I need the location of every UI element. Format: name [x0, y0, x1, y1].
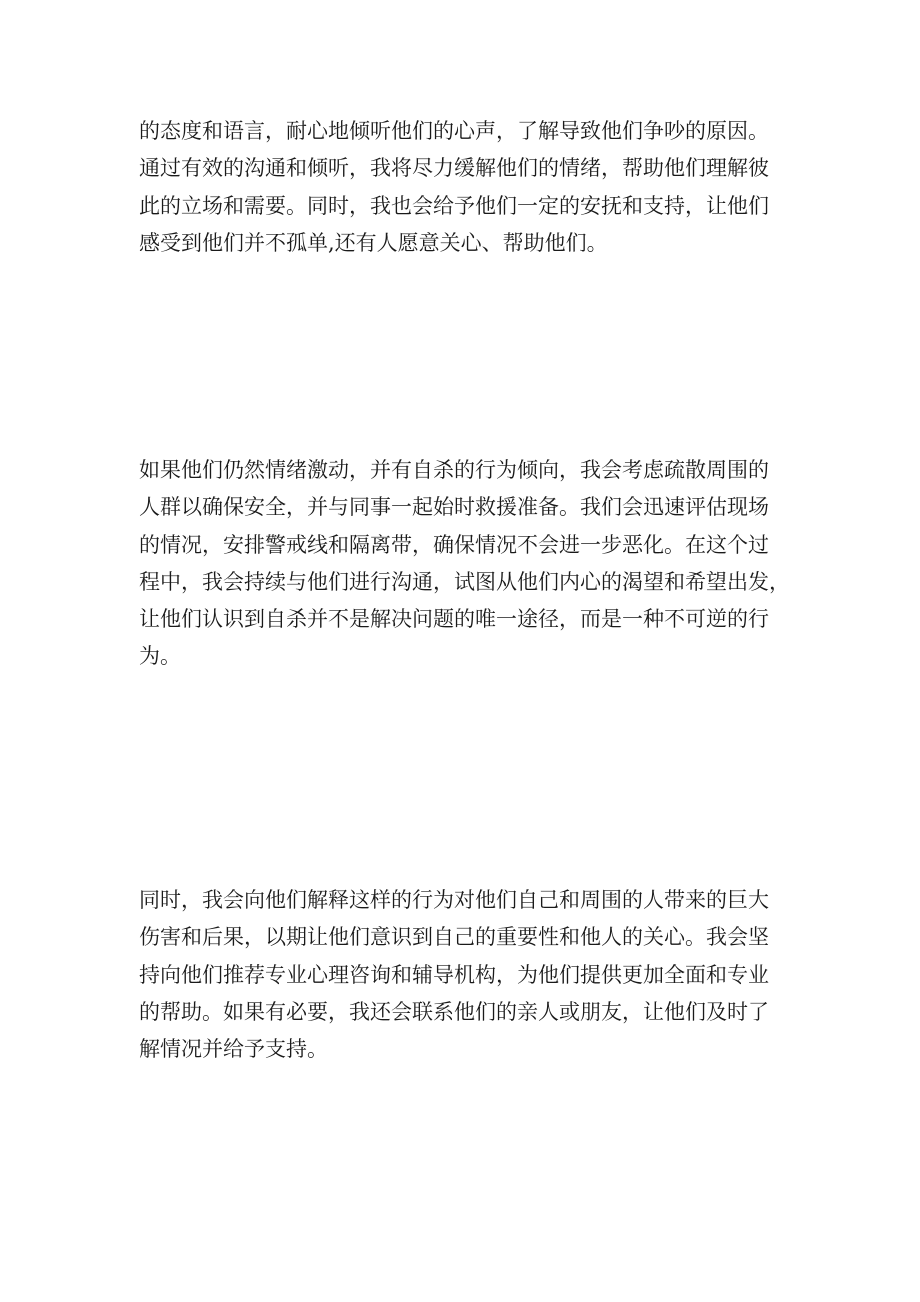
paragraph-line: 人群以确保安全，并与同事一起始时救援准备。我们会迅速评估现场 — [139, 495, 769, 520]
paragraph-line: 伤害和后果，以期让他们意识到自己的重要性和他人的关心。我会坚 — [139, 925, 769, 950]
paragraph-line: 让他们认识到自杀并不是解决问题的唯一途径，而是一种不可逆的行 — [139, 607, 769, 632]
paragraph-line: 持向他们推荐专业心理咨询和辅导机构，为他们提供更加全面和专业 — [139, 962, 769, 987]
paragraph-3 — [139, 882, 807, 1068]
paragraph-line: 的帮助。如果有必要，我还会联系他们的亲人或朋友，让他们及时了 — [139, 999, 769, 1024]
paragraph-line: 如果他们仍然情绪激动，并有自杀的行为倾向，我会考虑疏散周围的 — [139, 458, 769, 482]
paragraph-line: 同时，我会向他们解释这样的行为对他们自己和周围的人带来的巨大 — [139, 888, 769, 912]
paragraph-line: 感受到他们并不孤单,还有人愿意关心、帮助他们。 — [139, 230, 608, 255]
paragraph-line: 解情况并给予支持。 — [139, 1037, 328, 1062]
paragraph-line: 的态度和语言，耐心地倾听他们的心声，了解导致他们争吵的原因。 — [139, 119, 769, 143]
paragraph-line: 通过有效的沟通和倾听，我将尽力缓解他们的情绪，帮助他们理解彼 — [139, 156, 769, 181]
paragraph-line: 程中，我会持续与他们进行沟通，试图从他们内心的渴望和希望出发， — [139, 569, 790, 594]
paragraph-1 — [139, 113, 807, 262]
paragraph-2 — [139, 452, 807, 676]
paragraph-line: 此的立场和需要。同时，我也会给予他们一定的安抚和支持，让他们 — [139, 193, 769, 218]
paragraph-line: 的情况，安排警戒线和隔离带，确保情况不会进一步恶化。在这个过 — [139, 532, 769, 557]
paragraph-line: 为。 — [139, 644, 181, 669]
